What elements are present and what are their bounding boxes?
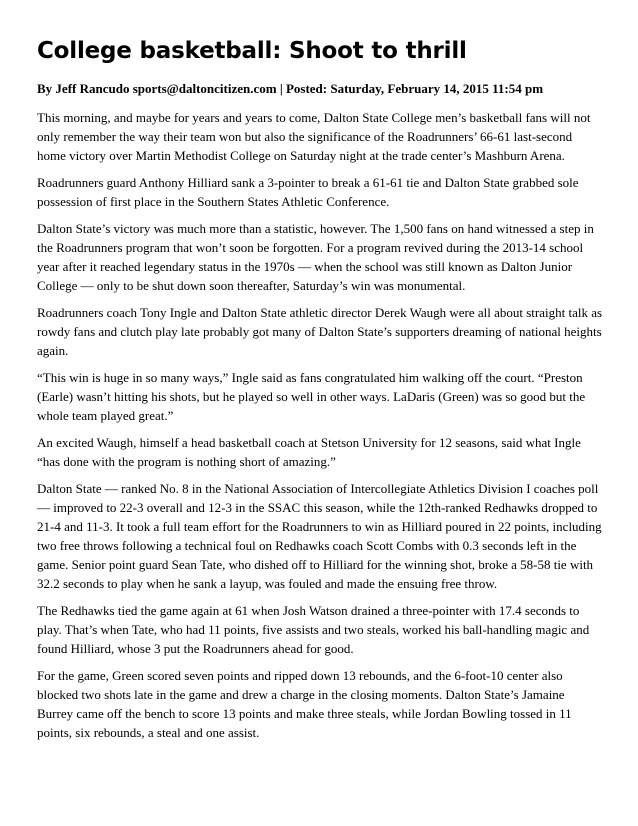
article-paragraph: For the game, Green scored seven points and ripped down 13 rebounds, and the 6-foot-10 center also blocked two shots late in the game and drew a charge in the closing moments. Dalton State’s Jamaine Burrey came off the bench to score 13 points and make three steals, while Jordan Bowling tossed in 11 points, six rebounds, a steal and one assist. <box>37 668 572 740</box>
article-paragraph: Dalton State’s victory was much more than a statistic, however. The 1,500 fans on hand witnessed a step in the Roadrunners program that won’t soon be forgotten. For a program revived during the 2013-14 school year after it reached legendary status in the 1970s — when the school was still known as Dalton Junior College — only to be shut down soon thereafter, Saturday’s win was monumental. <box>37 221 594 293</box>
article-body <box>37 108 603 742</box>
article <box>37 36 603 750</box>
article-paragraph: The Redhawks tied the game again at 61 when Josh Watson drained a three-pointer with 17.4 seconds to play. That’s when Tate, who had 11 points, five assists and two steals, worked his ball-handling magic and found Hilliard, whose 3 put the Roadrunners ahead for good. <box>37 603 590 656</box>
byline: By Jeff Rancudo sports@daltoncitizen.com | Posted: Saturday, February 14, 2015 11:54 pm <box>37 81 544 96</box>
article-paragraph: “This win is huge in so many ways,” Ingle said as fans congratulated him walking off the court. “Preston (Earle) wasn’t hitting his shots, but he played so well in other ways. LaDaris (Green) was so good but the whole team played great.” <box>37 370 586 423</box>
article-paragraph: Dalton State — ranked No. 8 in the National Association of Intercollegiate Athletics Division I coaches poll — improved to 22-3 overall and 12-3 in the SSAC this season, while the 12th-ranked Redhawks dropped to 21-4 and 11-3. It took a full team effort for the Roadrunners to win as Hilliard poured in 22 points, including two free throws following a technical foul on Redhawks coach Scott Combs with 0.3 seconds left in the game. Senior point guard Sean Tate, who dished off to Hilliard for the winning shot, broke a 58-58 tie with 32.2 seconds to play when he sank a layup, was fouled and made the ensuing free throw. <box>37 481 602 591</box>
article-paragraph: Roadrunners coach Tony Ingle and Dalton State athletic director Derek Waugh were all about straight talk as rowdy fans and clutch play late probably got many of Dalton State’s supporters dreaming of national heights again. <box>37 305 603 358</box>
article-paragraph: An excited Waugh, himself a head basketball coach at Stetson University for 12 seasons, said what Ingle “has done with the program is nothing short of amazing.” <box>37 435 581 469</box>
page-title: College basketball: Shoot to thrill <box>37 38 467 64</box>
article-paragraph: Roadrunners guard Anthony Hilliard sank a 3-pointer to break a 61-61 tie and Dalton State grabbed sole possession of first place in the Southern States Athletic Conference. <box>37 175 579 209</box>
article-paragraph: This morning, and maybe for years and years to come, Dalton State College men’s basketball fans will not only remember the way their team won but also the significance of the Roadrunners’ 66-61 last-second home victory over Martin Methodist College on Saturday night at the trade center’s Mashburn Arena. <box>37 110 591 163</box>
